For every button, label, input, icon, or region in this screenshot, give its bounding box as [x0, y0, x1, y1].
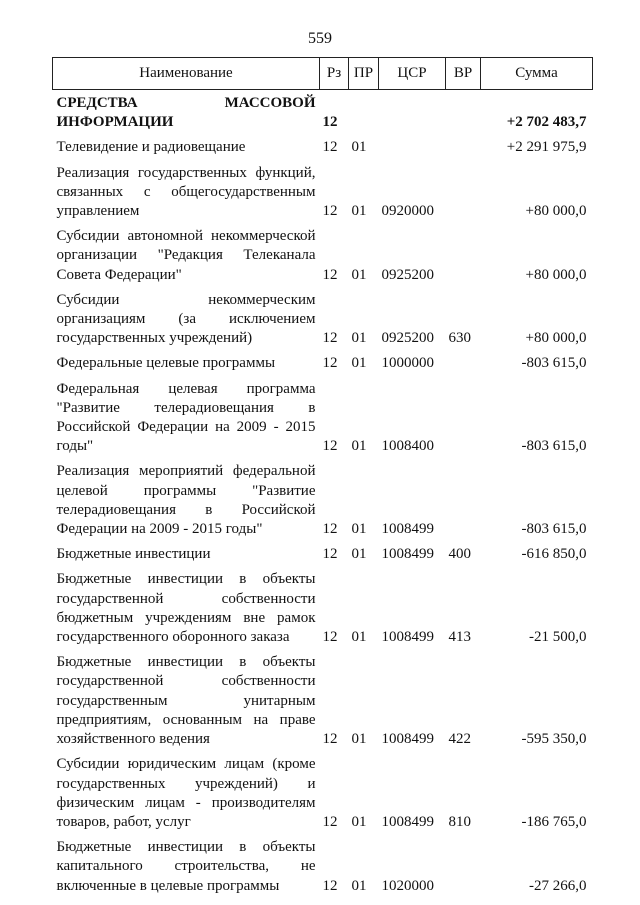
cell-name: Бюджетные инвестиции в объекты государственной собственности бюджетным учреждениям вне рамок государственного оборонного заказа [56, 571, 316, 646]
cell-vr [446, 462, 481, 545]
cell-rz: 12 [322, 355, 338, 372]
table-row [53, 354, 593, 379]
cell-sum: -803 615,0 [521, 438, 587, 455]
cell-pr: 01 [351, 521, 367, 538]
table-row [53, 164, 593, 228]
cell-name: Бюджетные инвестиции [56, 546, 211, 563]
cell-pr: 01 [351, 139, 367, 156]
cell-csr [379, 90, 446, 139]
cell-vr [446, 227, 481, 291]
table-row [53, 755, 593, 838]
cell-sum: -21 500,0 [529, 629, 587, 646]
cell-rz: 12 [322, 731, 338, 748]
cell-csr: 0920000 [381, 203, 434, 220]
cell-sum: -595 350,0 [521, 731, 587, 748]
cell-csr: 1000000 [381, 355, 434, 372]
cell-sum: -27 266,0 [529, 877, 587, 894]
table-row [53, 291, 593, 355]
cell-vr [446, 380, 481, 463]
cell-pr: 01 [351, 203, 367, 220]
cell-rz: 12 [322, 139, 338, 156]
header-rz: Рз [320, 58, 349, 90]
cell-sum: +2 702 483,7 [506, 114, 587, 131]
cell-sum: -616 850,0 [521, 546, 587, 563]
cell-rz: 12 [322, 546, 338, 563]
header-csr: ЦСР [379, 58, 446, 90]
cell-csr: 1020000 [381, 877, 434, 894]
cell-pr: 01 [351, 438, 367, 455]
cell-vr [446, 138, 481, 163]
table-row [53, 138, 593, 163]
cell-sum: -803 615,0 [521, 355, 587, 372]
table-row [53, 90, 593, 139]
cell-vr [446, 354, 481, 379]
cell-vr: 422 [448, 731, 471, 748]
cell-rz: 12 [322, 114, 338, 131]
cell-vr: 400 [448, 546, 471, 563]
cell-name: СРЕДСТВА МАССОВОЙ ИНФОРМАЦИИ [56, 95, 316, 131]
table-row [53, 380, 593, 463]
cell-pr: 01 [351, 877, 367, 894]
table-row [53, 227, 593, 291]
table-row [53, 462, 593, 545]
cell-pr: 01 [351, 330, 367, 347]
cell-csr [379, 138, 446, 163]
table-row [53, 570, 593, 653]
cell-sum: -186 765,0 [521, 813, 587, 830]
cell-name: Реализация мероприятий федеральной целевой программы "Развитие телерадиовещания в Российской Федерации на 2009 - 2015 годы" [56, 463, 316, 538]
cell-pr: 01 [351, 629, 367, 646]
cell-rz: 12 [322, 629, 338, 646]
header-pr: ПР [349, 58, 379, 90]
cell-vr: 630 [448, 330, 471, 347]
cell-csr: 1008499 [381, 731, 434, 748]
cell-csr: 1008499 [381, 521, 434, 538]
budget-table [52, 57, 593, 902]
cell-csr: 1008499 [381, 546, 434, 563]
cell-vr [446, 838, 481, 902]
cell-name: Федеральная целевая программа "Развитие телерадиовещания в Российской Федерации на 2009 - 2015 годы" [56, 380, 316, 455]
cell-name: Субсидии юридическим лицам (кроме государственных учреждений) и физическим лицам - производителям товаров, работ, услуг [56, 756, 316, 830]
cell-rz: 12 [322, 330, 338, 347]
cell-sum: +80 000,0 [525, 203, 587, 220]
cell-name: Субсидии некоммерческим организациям (за исключением государственных учреждений) [56, 291, 316, 347]
cell-pr: 01 [351, 731, 367, 748]
cell-name: Реализация государственных функций, связанных с общегосударственным управлением [56, 164, 316, 220]
cell-csr: 1008499 [381, 813, 434, 830]
cell-vr: 413 [448, 629, 471, 646]
cell-rz: 12 [322, 877, 338, 894]
table-row [53, 838, 593, 902]
cell-csr: 1008400 [381, 438, 434, 455]
table-header-row [53, 58, 593, 90]
cell-rz: 12 [322, 813, 338, 830]
cell-csr: 1008499 [381, 629, 434, 646]
table-row [53, 653, 593, 755]
cell-name: Телевидение и радиовещание [56, 139, 246, 156]
header-vr: ВР [446, 58, 481, 90]
cell-name: Бюджетные инвестиции в объекты капитального строительства, не включенные в целевые программы [56, 839, 316, 894]
cell-vr [446, 90, 481, 139]
table-body [53, 90, 593, 902]
cell-sum: +80 000,0 [525, 266, 587, 283]
cell-pr [349, 90, 379, 139]
cell-name: Субсидии автономной некоммерческой организации "Редакция Телеканала Совета Федерации" [56, 228, 316, 283]
cell-pr: 01 [351, 813, 367, 830]
cell-sum: +80 000,0 [525, 330, 587, 347]
cell-csr: 0925200 [381, 266, 434, 283]
cell-pr: 01 [351, 546, 367, 563]
cell-rz: 12 [322, 438, 338, 455]
header-sum: Сумма [481, 58, 593, 90]
cell-vr: 810 [448, 813, 471, 830]
header-name: Наименование [53, 58, 320, 90]
cell-rz: 12 [322, 203, 338, 220]
cell-pr: 01 [351, 355, 367, 372]
cell-sum: +2 291 975,9 [506, 139, 587, 156]
page-number: 559 [308, 30, 332, 47]
cell-name: Бюджетные инвестиции в объекты государственной собственности государственным унитарным предприятиям, основанным на праве хозяйственного ведения [56, 654, 316, 748]
table-row [53, 545, 593, 570]
cell-rz: 12 [322, 521, 338, 538]
cell-name: Федеральные целевые программы [56, 355, 276, 372]
cell-csr: 0925200 [381, 330, 434, 347]
cell-vr [446, 164, 481, 228]
cell-pr: 01 [351, 266, 367, 283]
cell-rz: 12 [322, 266, 338, 283]
cell-sum: -803 615,0 [521, 521, 587, 538]
